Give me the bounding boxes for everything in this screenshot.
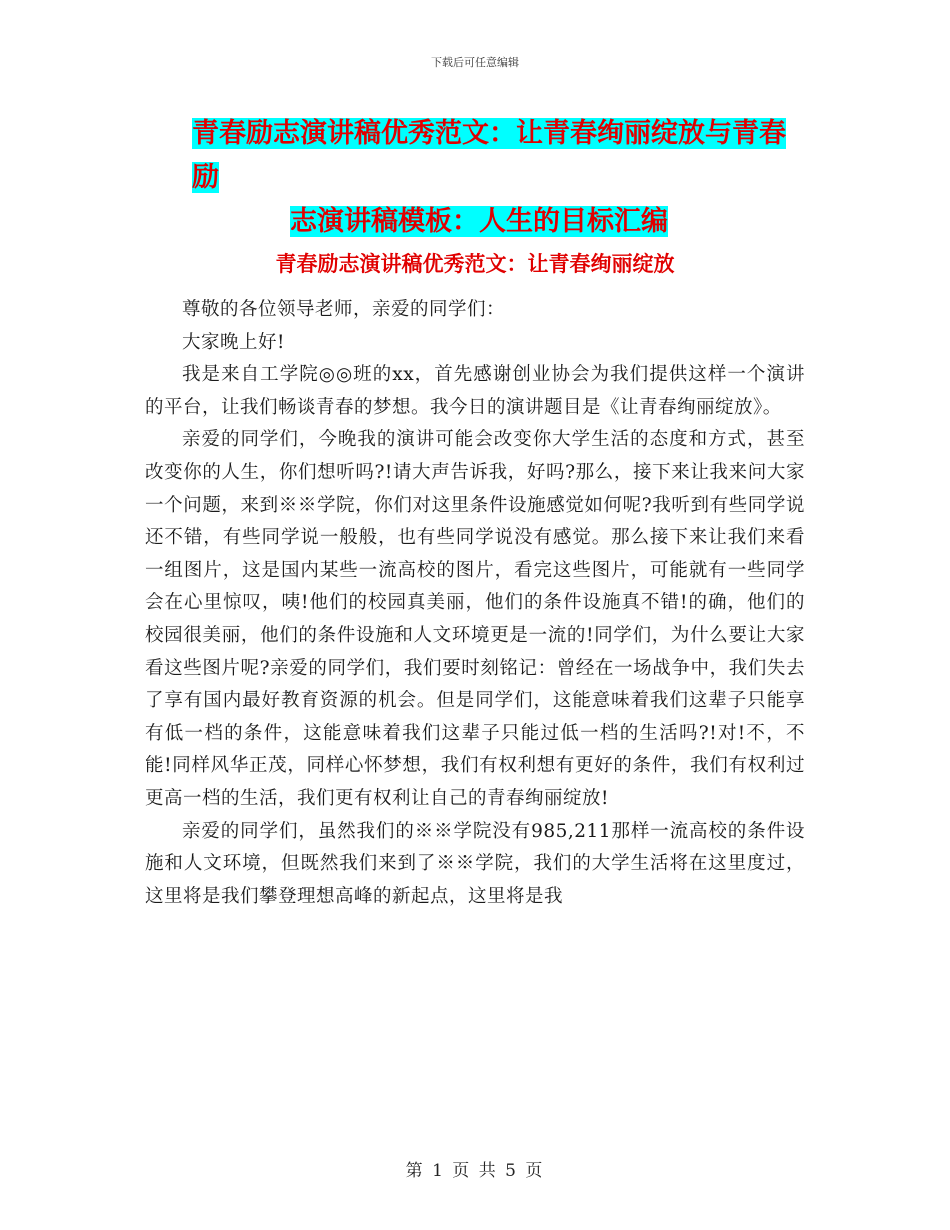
paragraph-main: 亲爱的同学们，今晚我的演讲可能会改变你大学生活的态度和方式，甚至改变你的人生，你们想听吗?!请大声告诉我，好吗?那么，接下来让我来问大家一个问题，来到※※学院，你们对这里条件设施感觉如何呢?我听到有些同学说还不错，有些同学说一般般，也有些同学说没有感觉。那么接下来让我们来看一组图片，这是国内某些一流高校的图片，看完这些图片，可能就有一些同学会在心里惊叹，咦!他们的校园真美丽，他们的条件设施真不错!的确，他们的校园很美丽，他们的条件设施和人文环境更是一流的!同学们，为什么要让大家看这些图片呢?亲爱的同学们，我们要时刻铭记：曾经在一场战争中，我们失去了享有国内最好教育资源的机会。但是同学们，这能意味着我们这辈子只能享有低一档的条件，这能意味着我们这辈子只能过低一档的生活吗?!对!不，不能!同样风华正茂，同样心怀梦想，我们有权利想有更好的条件，我们有权利过更高一档的生活，我们更有权利让自己的青春绚丽绽放! xyxy=(145,429,805,809)
paragraph-intro: 我是来自工学院◎◎班的xx，首先感谢创业协会为我们提供这样一个演讲的平台，让我们畅谈青春的梦想。我今日的演讲题目是《让青春绚丽绽放》。 xyxy=(145,364,805,418)
page-number-footer: 第 1 页 共 5 页 xyxy=(405,1161,545,1181)
section-heading: 青春励志演讲稿优秀范文：让青春绚丽绽放 xyxy=(275,252,675,276)
document-title-line-2: 志演讲稿模板：人生的目标汇编 xyxy=(290,206,668,237)
document-title xyxy=(145,112,805,244)
document-title-line-1: 青春励志演讲稿优秀范文：让青春绚丽绽放与青春励 xyxy=(192,118,786,193)
paragraph-greeting: 大家晚上好! xyxy=(182,331,285,353)
page-header-note: 下载后可任意编辑 xyxy=(431,56,519,69)
body-text xyxy=(145,294,805,913)
paragraph-continued: 亲爱的同学们，虽然我们的※※学院没有985,211那样一流高校的条件设施和人文环境，但既然我们来到了※※学院，我们的大学生活将在这里度过，这里将是我们攀登理想高峰的新起点，这里将是我 xyxy=(145,820,805,907)
paragraph-salutation: 尊敬的各位领导老师，亲爱的同学们： xyxy=(182,299,506,320)
